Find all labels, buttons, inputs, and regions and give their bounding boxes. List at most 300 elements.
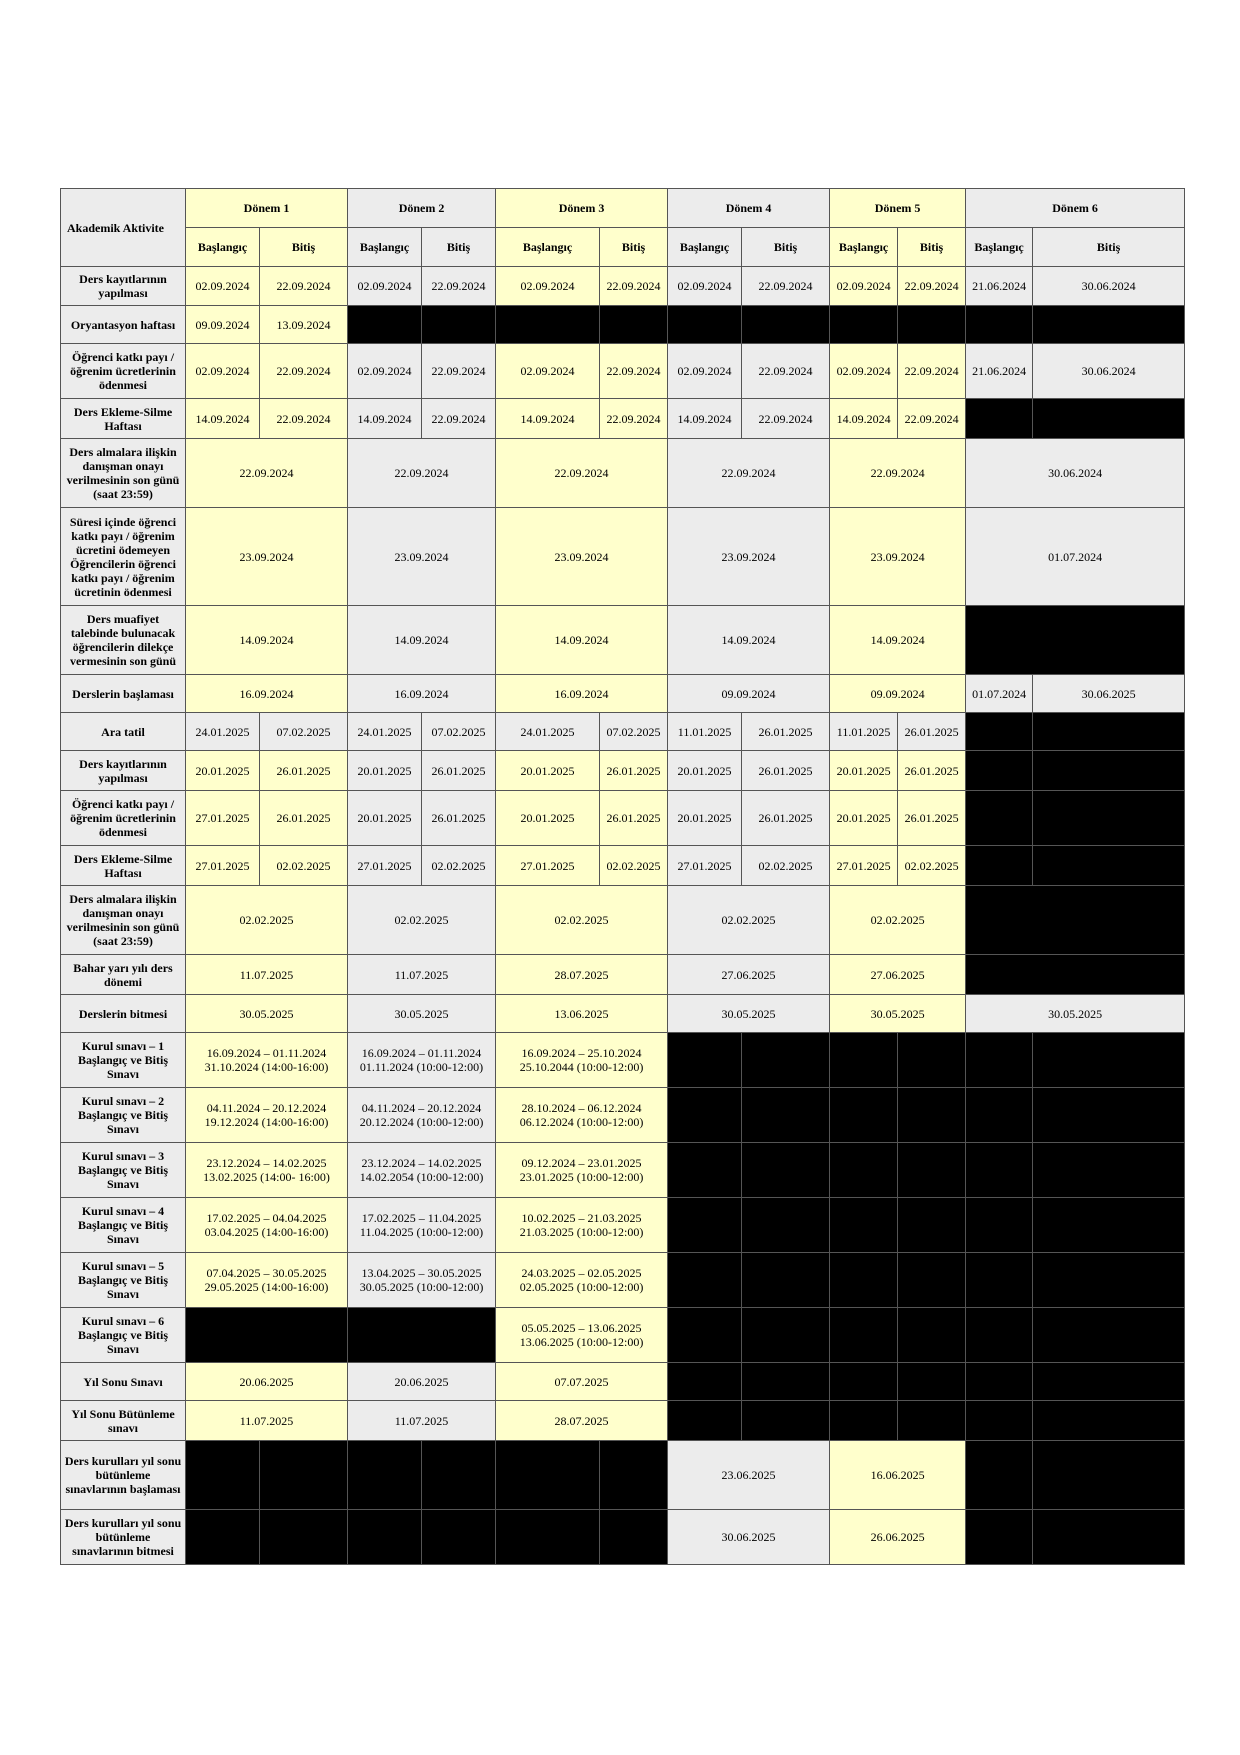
blocked-cell: [742, 1198, 830, 1253]
table-row: [61, 751, 1185, 791]
blocked-cell: [1033, 1143, 1185, 1198]
blocked-cell: [966, 1401, 1033, 1441]
table-row: [61, 955, 1185, 995]
cell-date: 30.05.2025: [668, 995, 830, 1033]
blocked-cell: [830, 1401, 898, 1441]
cell-date: 23.09.2024: [186, 508, 348, 606]
table-row: [61, 508, 1185, 606]
cell-date: 13.06.2025: [496, 995, 668, 1033]
cell-start: 02.09.2024: [496, 267, 600, 306]
blocked-cell: [830, 1033, 898, 1088]
cell-end: 26.01.2025: [260, 751, 348, 791]
blocked-cell: [830, 1308, 898, 1363]
cell-date: 27.06.2025: [830, 955, 966, 995]
cell-date: 20.06.2025: [348, 1363, 496, 1401]
cell-date: 09.09.2024: [830, 675, 966, 713]
blocked-cell: [966, 751, 1033, 791]
cell-date: 30.06.2025: [668, 1510, 830, 1565]
cell-exam-range: 13.04.2025 – 30.05.2025 30.05.2025 (10:00-12:00): [348, 1253, 496, 1308]
cell-start: 24.01.2025: [496, 713, 600, 751]
blocked-cell: [1033, 713, 1185, 751]
cell-date: 09.09.2024: [668, 675, 830, 713]
activity-label: Oryantasyon haftası: [61, 306, 186, 344]
blocked-cell: [348, 1510, 422, 1565]
blocked-cell: [1033, 399, 1185, 439]
cell-end: 30.06.2024: [1033, 267, 1185, 306]
activity-label: Öğrenci katkı payı / öğrenim ücretlerinin ödenmesi: [61, 791, 186, 846]
cell-date: 02.02.2025: [830, 886, 966, 955]
cell-date: 11.07.2025: [348, 1401, 496, 1441]
cell-start: 02.09.2024: [186, 267, 260, 306]
cell-date: 16.06.2025: [830, 1441, 966, 1510]
blocked-cell: [1033, 306, 1185, 344]
cell-start: 20.01.2025: [830, 751, 898, 791]
blocked-cell: [1033, 791, 1185, 846]
blocked-cell: [422, 306, 496, 344]
cell-date: 28.07.2025: [496, 1401, 668, 1441]
table-row: [61, 1510, 1185, 1565]
table-row: [61, 1088, 1185, 1143]
blocked-cell: [898, 306, 966, 344]
start-header: Başlangıç: [668, 228, 742, 267]
cell-end: 22.09.2024: [600, 399, 668, 439]
cell-date: 22.09.2024: [668, 439, 830, 508]
cell-date: 22.09.2024: [186, 439, 348, 508]
table-row: [61, 1363, 1185, 1401]
header-row-start-end: [61, 228, 1185, 267]
blocked-cell: [966, 1510, 1033, 1565]
cell-start: 21.06.2024: [966, 267, 1033, 306]
cell-start: 02.09.2024: [830, 267, 898, 306]
cell-end: 26.01.2025: [422, 751, 496, 791]
cell-date: 27.06.2025: [668, 955, 830, 995]
cell-end: 22.09.2024: [898, 344, 966, 399]
blocked-cell: [422, 1441, 496, 1510]
blocked-cell: [668, 1198, 742, 1253]
blocked-cell: [966, 1308, 1033, 1363]
blocked-cell: [830, 306, 898, 344]
blocked-cell: [1033, 1363, 1185, 1401]
cell-end: 02.02.2025: [600, 846, 668, 886]
blocked-cell: [830, 1088, 898, 1143]
cell-date: 23.09.2024: [348, 508, 496, 606]
blocked-cell: [668, 1143, 742, 1198]
cell-date: 22.09.2024: [830, 439, 966, 508]
cell-exam-range: 17.02.2025 – 11.04.2025 11.04.2025 (10:00-12:00): [348, 1198, 496, 1253]
cell-date: 14.09.2024: [186, 606, 348, 675]
activity-label: Ara tatil: [61, 713, 186, 751]
cell-end: 22.09.2024: [260, 267, 348, 306]
cell-date: 30.05.2025: [348, 995, 496, 1033]
blocked-cell: [422, 1510, 496, 1565]
activity-label: Ders almalara ilişkin danışman onayı verilmesinin son günü (saat 23:59): [61, 886, 186, 955]
table-row: [61, 1441, 1185, 1510]
cell-date: 23.09.2024: [496, 508, 668, 606]
cell-date: 16.09.2024: [348, 675, 496, 713]
blocked-cell: [600, 1441, 668, 1510]
blocked-cell: [1033, 1033, 1185, 1088]
cell-date: 11.07.2025: [186, 955, 348, 995]
term-header-6: Dönem 6: [966, 189, 1185, 228]
table-row: [61, 1308, 1185, 1363]
activity-label: Kurul sınavı – 4 Başlangıç ve Bitiş Sınavı: [61, 1198, 186, 1253]
cell-start: 20.01.2025: [348, 751, 422, 791]
cell-end: 26.01.2025: [898, 713, 966, 751]
cell-date: 07.07.2025: [496, 1363, 668, 1401]
cell-end: 26.01.2025: [600, 751, 668, 791]
cell-date: 14.09.2024: [668, 606, 830, 675]
cell-exam-range: 23.12.2024 – 14.02.2025 14.02.2054 (10:00-12:00): [348, 1143, 496, 1198]
term-header-3: Dönem 3: [496, 189, 668, 228]
cell-date: 22.09.2024: [348, 439, 496, 508]
cell-start: 24.01.2025: [186, 713, 260, 751]
cell-exam-range: 24.03.2025 – 02.05.2025 02.05.2025 (10:00-12:00): [496, 1253, 668, 1308]
cell-start: 02.09.2024: [348, 344, 422, 399]
activity-label: Ders kayıtlarının yapılması: [61, 751, 186, 791]
academic-calendar-table: [60, 188, 1185, 1565]
table-row: [61, 267, 1185, 306]
activity-label: Ders almalara ilişkin danışman onayı verilmesinin son günü (saat 23:59): [61, 439, 186, 508]
cell-start: 27.01.2025: [496, 846, 600, 886]
cell-date: 23.09.2024: [668, 508, 830, 606]
cell-start: 20.01.2025: [186, 751, 260, 791]
activity-label: Ders kayıtlarının yapılması: [61, 267, 186, 306]
cell-end: 26.01.2025: [742, 791, 830, 846]
activity-label: Süresi içinde öğrenci katkı payı / öğrenim ücretini ödemeyen Öğrencilerin öğrenci katkı payı / öğrenim ücretinin ödenmesi: [61, 508, 186, 606]
activity-label: Kurul sınavı – 6 Başlangıç ve Bitiş Sınavı: [61, 1308, 186, 1363]
cell-end: 26.01.2025: [600, 791, 668, 846]
table-row: [61, 306, 1185, 344]
blocked-cell: [186, 1308, 348, 1363]
cell-date: 11.07.2025: [348, 955, 496, 995]
blocked-cell: [348, 1308, 496, 1363]
table-row: [61, 846, 1185, 886]
blocked-cell: [898, 1033, 966, 1088]
blocked-cell: [966, 791, 1033, 846]
cell-date: 02.02.2025: [186, 886, 348, 955]
cell-date: 02.02.2025: [668, 886, 830, 955]
activity-label: Derslerin bitmesi: [61, 995, 186, 1033]
table-row: [61, 886, 1185, 955]
activity-label: Kurul sınavı – 5 Başlangıç ve Bitiş Sınavı: [61, 1253, 186, 1308]
cell-start: 20.01.2025: [830, 791, 898, 846]
start-header: Başlangıç: [496, 228, 600, 267]
cell-date: 30.05.2025: [186, 995, 348, 1033]
blocked-cell: [966, 306, 1033, 344]
blocked-cell: [668, 1308, 742, 1363]
cell-date: 11.07.2025: [186, 1401, 348, 1441]
cell-end: 26.01.2025: [898, 791, 966, 846]
cell-end: 22.09.2024: [260, 344, 348, 399]
blocked-cell: [496, 306, 600, 344]
cell-end: 26.01.2025: [898, 751, 966, 791]
activity-label: Yıl Sonu Sınavı: [61, 1363, 186, 1401]
table-row: [61, 439, 1185, 508]
blocked-cell: [742, 1143, 830, 1198]
cell-date: 23.09.2024: [830, 508, 966, 606]
start-header: Başlangıç: [966, 228, 1033, 267]
table-row: [61, 675, 1185, 713]
activity-label: Ders kurulları yıl sonu bütünleme sınavlarının bitmesi: [61, 1510, 186, 1565]
cell-date: 28.07.2025: [496, 955, 668, 995]
cell-end: 30.06.2025: [1033, 675, 1185, 713]
cell-end: 07.02.2025: [422, 713, 496, 751]
cell-end: 26.01.2025: [742, 751, 830, 791]
cell-date: 30.06.2024: [966, 439, 1185, 508]
activity-label: Bahar yarı yılı ders dönemi: [61, 955, 186, 995]
cell-start: 21.06.2024: [966, 344, 1033, 399]
blocked-cell: [966, 1033, 1033, 1088]
cell-date: 23.06.2025: [668, 1441, 830, 1510]
blocked-cell: [742, 1308, 830, 1363]
end-header: Bitiş: [898, 228, 966, 267]
blocked-cell: [742, 1253, 830, 1308]
table-row: [61, 791, 1185, 846]
cell-date: 14.09.2024: [830, 606, 966, 675]
blocked-cell: [600, 306, 668, 344]
end-header: Bitiş: [422, 228, 496, 267]
cell-end: 22.09.2024: [742, 344, 830, 399]
cell-start: 14.09.2024: [496, 399, 600, 439]
table-row: [61, 1198, 1185, 1253]
blocked-cell: [1033, 1441, 1185, 1510]
cell-end: 02.02.2025: [898, 846, 966, 886]
cell-exam-range: 28.10.2024 – 06.12.2024 06.12.2024 (10:00-12:00): [496, 1088, 668, 1143]
cell-start: 20.01.2025: [668, 791, 742, 846]
table-row: [61, 1253, 1185, 1308]
cell-start: 27.01.2025: [186, 846, 260, 886]
cell-date: 14.09.2024: [348, 606, 496, 675]
blocked-cell: [898, 1253, 966, 1308]
cell-date: 16.09.2024: [496, 675, 668, 713]
activity-column-header: Akademik Aktivite: [61, 189, 186, 267]
blocked-cell: [668, 1088, 742, 1143]
blocked-cell: [186, 1510, 260, 1565]
blocked-cell: [898, 1363, 966, 1401]
cell-date: 16.09.2024: [186, 675, 348, 713]
cell-start: 02.09.2024: [186, 344, 260, 399]
blocked-cell: [1033, 751, 1185, 791]
cell-end: 22.09.2024: [742, 399, 830, 439]
cell-end: 22.09.2024: [422, 399, 496, 439]
cell-date: 30.05.2025: [830, 995, 966, 1033]
blocked-cell: [966, 1441, 1033, 1510]
blocked-cell: [668, 1253, 742, 1308]
cell-start: 14.09.2024: [186, 399, 260, 439]
end-header: Bitiş: [1033, 228, 1185, 267]
cell-end: 22.09.2024: [742, 267, 830, 306]
blocked-cell: [966, 955, 1185, 995]
activity-label: Ders Ekleme-Silme Haftası: [61, 399, 186, 439]
cell-end: 02.02.2025: [422, 846, 496, 886]
blocked-cell: [600, 1510, 668, 1565]
blocked-cell: [260, 1510, 348, 1565]
cell-end: 26.01.2025: [260, 791, 348, 846]
cell-start: 20.01.2025: [496, 791, 600, 846]
blocked-cell: [966, 399, 1033, 439]
cell-end: 22.09.2024: [422, 344, 496, 399]
cell-end: 02.02.2025: [742, 846, 830, 886]
cell-start: 24.01.2025: [348, 713, 422, 751]
term-header-1: Dönem 1: [186, 189, 348, 228]
blocked-cell: [742, 1088, 830, 1143]
cell-start: 14.09.2024: [668, 399, 742, 439]
cell-end: 02.02.2025: [260, 846, 348, 886]
cell-date: 20.06.2025: [186, 1363, 348, 1401]
cell-date: 02.02.2025: [348, 886, 496, 955]
blocked-cell: [496, 1441, 600, 1510]
cell-start: 20.01.2025: [348, 791, 422, 846]
table-row: [61, 344, 1185, 399]
cell-end: 22.09.2024: [260, 399, 348, 439]
blocked-cell: [898, 1088, 966, 1143]
cell-end: 26.01.2025: [422, 791, 496, 846]
table-row: [61, 399, 1185, 439]
blocked-cell: [898, 1143, 966, 1198]
cell-start: 02.09.2024: [830, 344, 898, 399]
blocked-cell: [1033, 1198, 1185, 1253]
cell-start: 27.01.2025: [348, 846, 422, 886]
activity-label: Ders kurulları yıl sonu bütünleme sınavlarının başlaması: [61, 1441, 186, 1510]
cell-exam-range: 17.02.2025 – 04.04.2025 03.04.2025 (14:00-16:00): [186, 1198, 348, 1253]
cell-exam-range: 16.09.2024 – 01.11.2024 01.11.2024 (10:00-12:00): [348, 1033, 496, 1088]
blocked-cell: [1033, 1088, 1185, 1143]
activity-label: Kurul sınavı – 2 Başlangıç ve Bitiş Sınavı: [61, 1088, 186, 1143]
blocked-cell: [966, 886, 1185, 955]
start-header: Başlangıç: [186, 228, 260, 267]
cell-exam-range: 16.09.2024 – 25.10.2024 25.10.2044 (10:00-12:00): [496, 1033, 668, 1088]
cell-start: 20.01.2025: [668, 751, 742, 791]
blocked-cell: [898, 1401, 966, 1441]
cell-start: 01.07.2024: [966, 675, 1033, 713]
end-header: Bitiş: [260, 228, 348, 267]
start-header: Başlangıç: [830, 228, 898, 267]
start-header: Başlangıç: [348, 228, 422, 267]
blocked-cell: [1033, 846, 1185, 886]
blocked-cell: [966, 1253, 1033, 1308]
cell-start: 02.09.2024: [348, 267, 422, 306]
activity-label: Öğrenci katkı payı / öğrenim ücretlerinin ödenmesi: [61, 344, 186, 399]
cell-end: 26.01.2025: [742, 713, 830, 751]
cell-date: 30.05.2025: [966, 995, 1185, 1033]
blocked-cell: [348, 1441, 422, 1510]
blocked-cell: [830, 1253, 898, 1308]
cell-start: 11.01.2025: [668, 713, 742, 751]
activity-label: Kurul sınavı – 3 Başlangıç ve Bitiş Sınavı: [61, 1143, 186, 1198]
cell-date: 22.09.2024: [496, 439, 668, 508]
cell-date: 26.06.2025: [830, 1510, 966, 1565]
term-header-2: Dönem 2: [348, 189, 496, 228]
term-header-5: Dönem 5: [830, 189, 966, 228]
activity-label: Kurul sınavı – 1 Başlangıç ve Bitiş Sınavı: [61, 1033, 186, 1088]
cell-end: 22.09.2024: [600, 344, 668, 399]
blocked-cell: [1033, 1308, 1185, 1363]
cell-date: 14.09.2024: [496, 606, 668, 675]
activity-label: Yıl Sonu Bütünleme sınavı: [61, 1401, 186, 1441]
blocked-cell: [830, 1198, 898, 1253]
term-header-4: Dönem 4: [668, 189, 830, 228]
cell-end: 22.09.2024: [600, 267, 668, 306]
blocked-cell: [1033, 1510, 1185, 1565]
cell-end: 07.02.2025: [260, 713, 348, 751]
blocked-cell: [496, 1510, 600, 1565]
cell-start: 20.01.2025: [496, 751, 600, 791]
cell-date: 02.02.2025: [496, 886, 668, 955]
blocked-cell: [668, 1033, 742, 1088]
blocked-cell: [260, 1441, 348, 1510]
blocked-cell: [966, 713, 1033, 751]
cell-start: 11.01.2025: [830, 713, 898, 751]
cell-exam-range: 04.11.2024 – 20.12.2024 20.12.2024 (10:00-12:00): [348, 1088, 496, 1143]
cell-exam-range: 09.12.2024 – 23.01.2025 23.01.2025 (10:00-12:00): [496, 1143, 668, 1198]
blocked-cell: [186, 1441, 260, 1510]
blocked-cell: [966, 606, 1185, 675]
cell-end: 22.09.2024: [898, 399, 966, 439]
table-row: [61, 1401, 1185, 1441]
cell-start: 14.09.2024: [348, 399, 422, 439]
blocked-cell: [742, 306, 830, 344]
cell-start: 14.09.2024: [830, 399, 898, 439]
blocked-cell: [966, 1363, 1033, 1401]
table-row: [61, 995, 1185, 1033]
table-row: [61, 713, 1185, 751]
cell-exam-range: 16.09.2024 – 01.11.2024 31.10.2024 (14:00-16:00): [186, 1033, 348, 1088]
cell-start: 27.01.2025: [668, 846, 742, 886]
blocked-cell: [742, 1401, 830, 1441]
blocked-cell: [1033, 1401, 1185, 1441]
cell-start: 02.09.2024: [496, 344, 600, 399]
blocked-cell: [742, 1363, 830, 1401]
cell-end: 07.02.2025: [600, 713, 668, 751]
cell-start: 09.09.2024: [186, 306, 260, 344]
cell-end: 13.09.2024: [260, 306, 348, 344]
blocked-cell: [1033, 1253, 1185, 1308]
cell-start: 02.09.2024: [668, 344, 742, 399]
cell-exam-range: 23.12.2024 – 14.02.2025 13.02.2025 (14:00- 16:00): [186, 1143, 348, 1198]
cell-start: 02.09.2024: [668, 267, 742, 306]
blocked-cell: [668, 1401, 742, 1441]
blocked-cell: [966, 1198, 1033, 1253]
cell-end: 22.09.2024: [898, 267, 966, 306]
cell-start: 27.01.2025: [830, 846, 898, 886]
blocked-cell: [966, 1143, 1033, 1198]
activity-label: Derslerin başlaması: [61, 675, 186, 713]
cell-start: 27.01.2025: [186, 791, 260, 846]
cell-exam-range: 10.02.2025 – 21.03.2025 21.03.2025 (10:00-12:00): [496, 1198, 668, 1253]
blocked-cell: [348, 306, 422, 344]
header-row-terms: [61, 189, 1185, 228]
end-header: Bitiş: [600, 228, 668, 267]
cell-end: 30.06.2024: [1033, 344, 1185, 399]
blocked-cell: [742, 1033, 830, 1088]
blocked-cell: [966, 846, 1033, 886]
blocked-cell: [898, 1308, 966, 1363]
blocked-cell: [830, 1143, 898, 1198]
table-row: [61, 606, 1185, 675]
blocked-cell: [898, 1198, 966, 1253]
blocked-cell: [830, 1363, 898, 1401]
blocked-cell: [966, 1088, 1033, 1143]
activity-label: Ders Ekleme-Silme Haftası: [61, 846, 186, 886]
activity-label: Ders muafiyet talebinde bulunacak öğrencilerin dilekçe vermesinin son günü: [61, 606, 186, 675]
cell-date: 01.07.2024: [966, 508, 1185, 606]
cell-end: 22.09.2024: [422, 267, 496, 306]
end-header: Bitiş: [742, 228, 830, 267]
blocked-cell: [668, 1363, 742, 1401]
cell-exam-range: 07.04.2025 – 30.05.2025 29.05.2025 (14:00-16:00): [186, 1253, 348, 1308]
table-row: [61, 1143, 1185, 1198]
cell-exam-range: 05.05.2025 – 13.06.2025 13.06.2025 (10:00-12:00): [496, 1308, 668, 1363]
